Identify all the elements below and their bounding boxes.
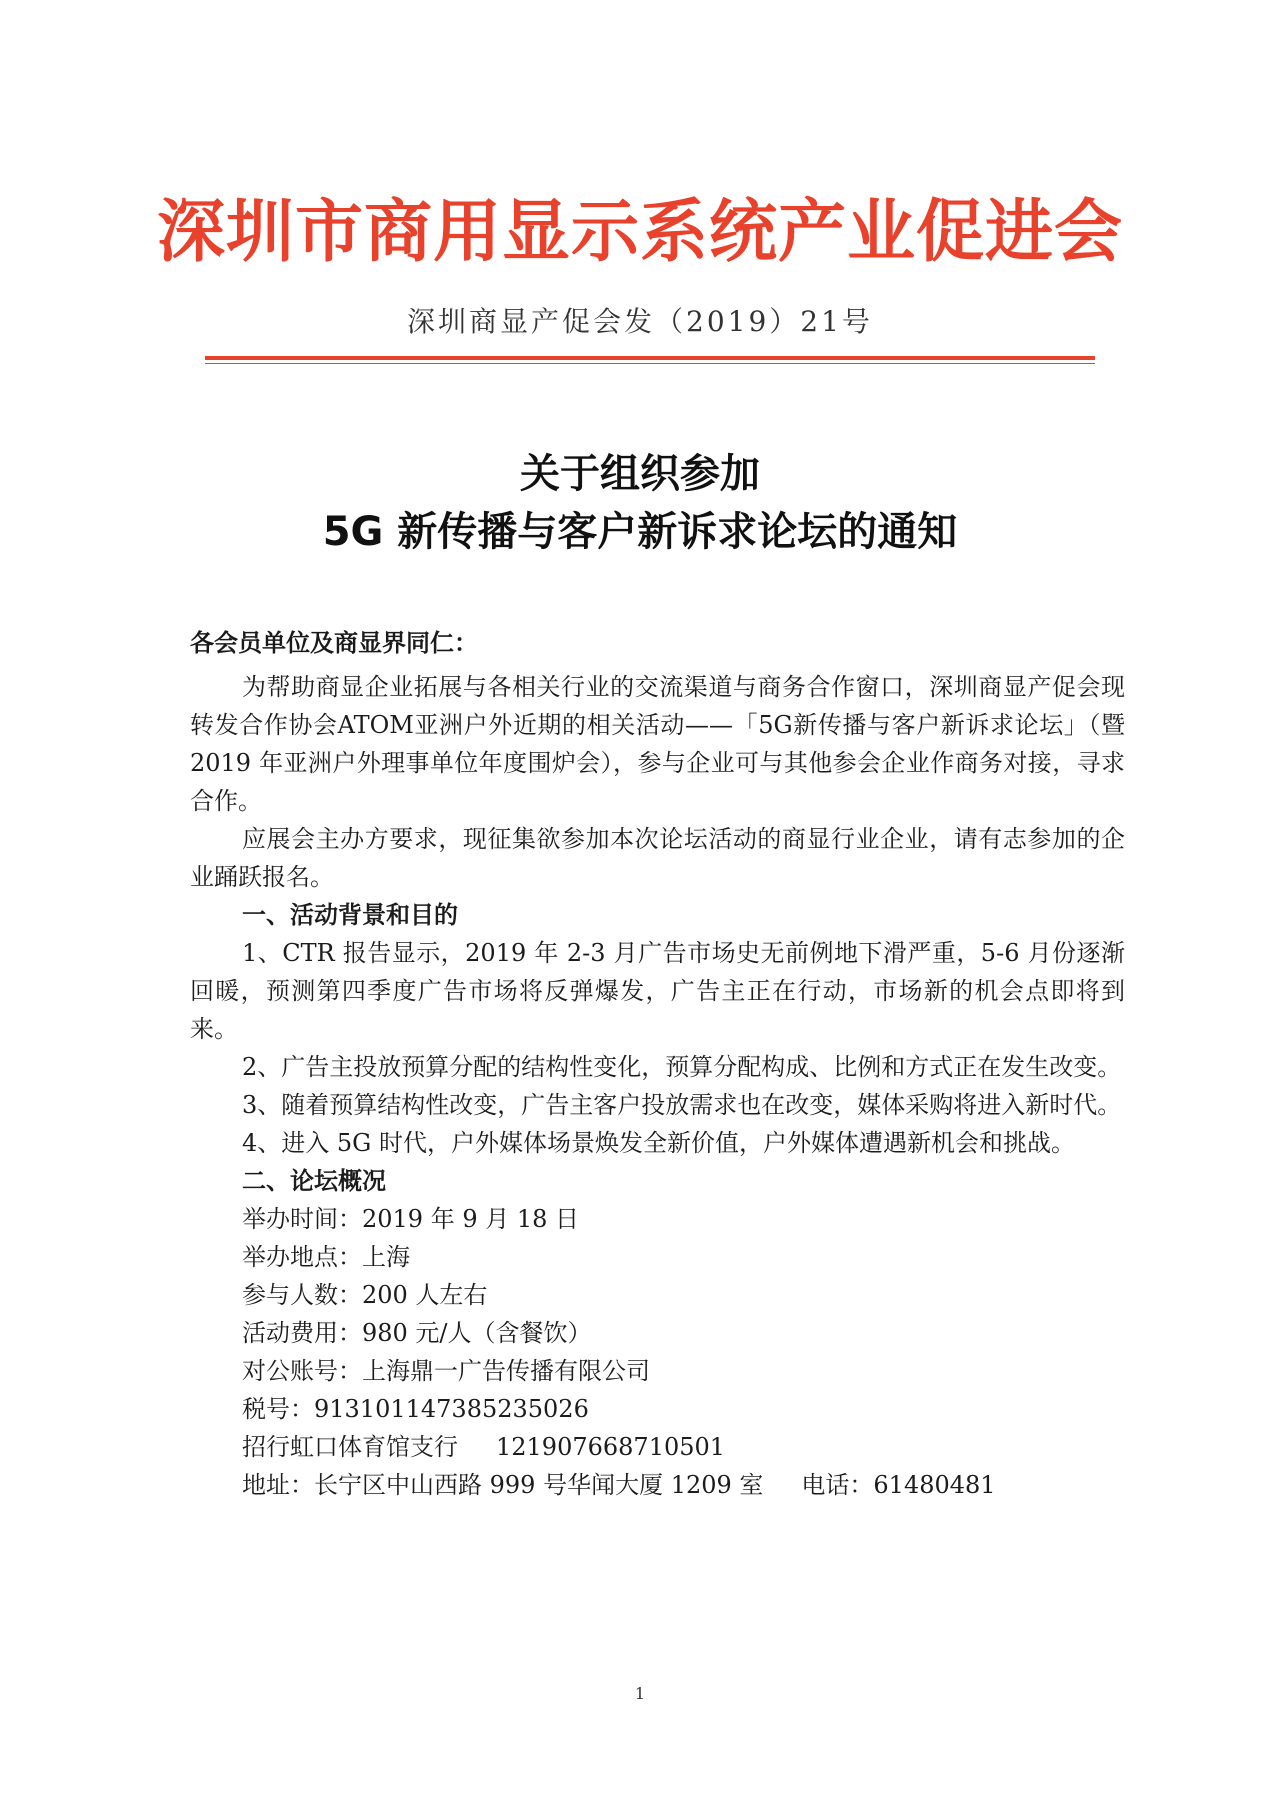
document-number: 深圳商显产促会发（2019）21号 — [407, 305, 873, 338]
red-divider-thin — [205, 363, 1095, 364]
bank-name: 招行虹口体育馆支行 — [242, 1433, 458, 1461]
section-1-item: 4、进入 5G 时代，户外媒体场景焕发全新价值，户外媒体遭遇新机会和挑战。 — [242, 1129, 1075, 1157]
event-location: 举办地点：上海 — [242, 1243, 410, 1271]
organization-title: 深圳市商用显示系统产业促进会 — [156, 193, 1123, 272]
event-time: 举办时间：2019 年 9 月 18 日 — [242, 1205, 580, 1233]
intro-paragraph-1: 为帮助商显企业拓展与各相关行业的交流渠道与商务合作窗口，深圳商显产促会现转发合作协会ATOM亚洲户外近期的相关活动——「5G新传播与客户新诉求论坛」（暨 2019 年亚洲户外理事单位年度围炉会），参与企业可与其他参会企业作商务对接，寻求合作。 — [190, 673, 1125, 815]
page-number: 1 — [634, 1684, 646, 1703]
bank-line — [190, 1428, 1125, 1466]
phone: 电话：61480481 — [801, 1471, 996, 1499]
address: 地址：长宁区中山西路 999 号华闻大厦 1209 室 — [242, 1471, 764, 1499]
section-2-heading: 二、论坛概况 — [242, 1167, 386, 1195]
section-1-item: 2、广告主投放预算分配的结构性变化，预算分配构成、比例和方式正在发生改变。 — [242, 1053, 1122, 1081]
section-1-heading: 一、活动背景和目的 — [242, 901, 458, 929]
notice-title — [150, 445, 1130, 561]
notice-title-line1: 关于组织参加 — [520, 451, 760, 497]
corporate-account: 对公账号：上海鼎一广告传播有限公司 — [242, 1357, 650, 1385]
bank-account: 121907668710501 — [496, 1433, 726, 1461]
address-line — [190, 1466, 1125, 1504]
section-1-item: 3、随着预算结构性改变，广告主客户投放需求也在改变，媒体采购将进入新时代。 — [242, 1091, 1122, 1119]
notice-body — [190, 668, 1125, 1504]
salutation: 各会员单位及商显界同仁： — [190, 628, 478, 657]
notice-title-line2: 5G 新传播与客户新诉求论坛的通知 — [322, 509, 958, 555]
tax-id: 税号：913101147385235026 — [242, 1395, 589, 1423]
intro-paragraph-2: 应展会主办方要求，现征集欲参加本次论坛活动的商显行业企业，请有志参加的企业踊跃报名。 — [190, 825, 1125, 891]
event-attendees: 参与人数：200 人左右 — [242, 1281, 488, 1309]
section-1-item: 1、CTR 报告显示，2019 年 2-3 月广告市场史无前例地下滑严重，5-6 月份逐渐回暖，预测第四季度广告市场将反弹爆发，广告主正在行动，市场新的机会点即将到来。 — [190, 939, 1125, 1043]
red-divider — [205, 356, 1095, 360]
event-fee: 活动费用：980 元/人（含餐饮） — [242, 1319, 592, 1347]
